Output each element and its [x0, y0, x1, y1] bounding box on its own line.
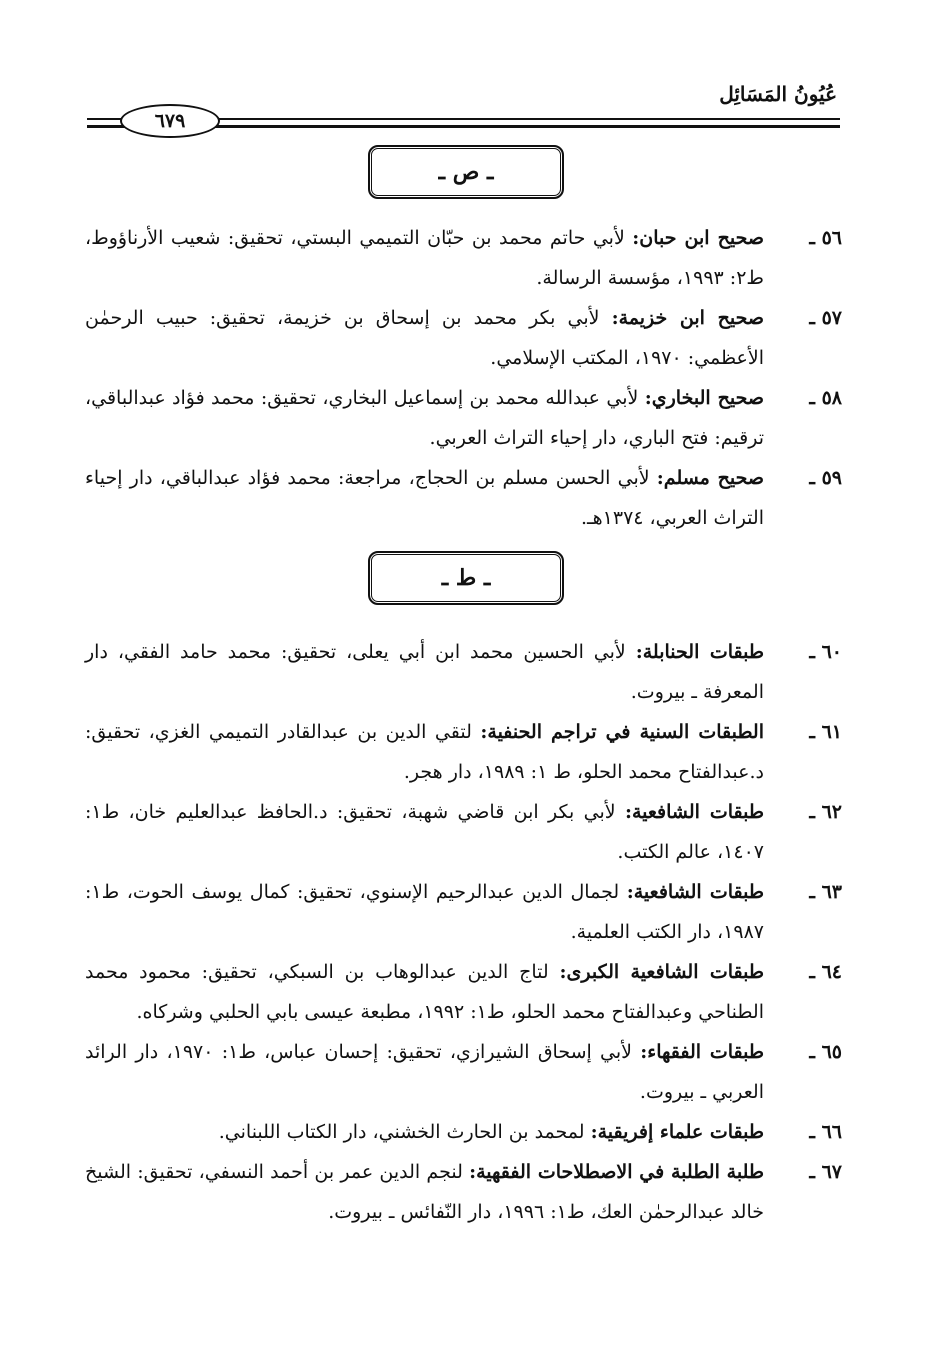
entry-number: ٦٠ ـ [809, 641, 842, 663]
entry-title: طلبة الطلبة في الاصطلاحات الفقهية: [469, 1161, 764, 1183]
entry-title: طبقات الشافعية: [626, 881, 764, 903]
entry-number: ٥٦ ـ [809, 227, 842, 249]
entry-text: لأبي بكر محمد بن إسحاق بن خزيمة، تحقيق: حبيب الرحمٰن الأعظمي: ١٩٧٠، المكتب الإسلامي. [85, 307, 764, 369]
entry-number: ٦٧ ـ [809, 1161, 842, 1183]
entry-text: لأبي عبدالله محمد بن إسماعيل البخاري، تحقيق: محمد فؤاد عبدالباقي، ترقيم: فتح الباري، دار إحياء التراث العربي. [85, 387, 764, 449]
entry-title: طبقات الفقهاء: [640, 1041, 764, 1063]
entry-number: ٦١ ـ [809, 721, 842, 743]
entry-title: صحيح مسلم: [656, 467, 765, 489]
entry-list-sad [85, 218, 842, 538]
entry-number: ٥٨ ـ [809, 387, 842, 409]
entry-number: ٥٧ ـ [809, 307, 842, 329]
entry-text: لتاج الدين عبدالوهاب بن السبكي، تحقيق: محمود محمد الطناحي وعبدالفتاح محمد الحلو، ط١: ١٩٩٢، مطبعة عيسى بابي الحلبي وشركاه. [85, 961, 764, 1023]
section-heading-sad: ـ ص ـ [368, 145, 564, 199]
entry-text: لأبي الحسين محمد ابن أبي يعلى، تحقيق: محمد حامد الفقي، دار المعرفة ـ بيروت. [85, 641, 764, 703]
list-item [85, 1032, 842, 1112]
list-item [85, 218, 842, 298]
entry-text: لأبي إسحاق الشيرازي، تحقيق: إحسان عباس، ط١: ١٩٧٠، دار الرائد العربي ـ بيروت. [85, 1041, 764, 1103]
entry-text: لأبي حاتم محمد بن حبّان التميمي البستي، تحقيق: شعيب الأرناؤوط، ط٢: ١٩٩٣، مؤسسة الرسالة. [85, 227, 764, 289]
list-item [85, 298, 842, 378]
list-item [85, 1112, 842, 1152]
list-item [85, 712, 842, 792]
list-item [85, 792, 842, 872]
list-item [85, 632, 842, 712]
entry-list-ta [85, 632, 842, 1232]
entry-title: الطبقات السنية في تراجم الحنفية: [480, 721, 764, 743]
list-item [85, 458, 842, 538]
entry-title: طبقات الشافعية: [624, 801, 764, 823]
page-number: ٦٧٩ [120, 104, 220, 138]
entry-number: ٦٤ ـ [809, 961, 842, 983]
list-item [85, 1152, 842, 1232]
entry-text: لأبي بكر ابن قاضي شهبة، تحقيق: د.الحافظ عبدالعليم خان، ط١: ١٤٠٧، عالم الكتب. [85, 801, 764, 863]
entry-title: طبقات الشافعية الكبرى: [559, 961, 764, 983]
entry-title: صحيح ابن حبان: [632, 227, 765, 249]
entry-number: ٦٢ ـ [809, 801, 842, 823]
entry-text: لتقي الدين بن عبدالقادر التميمي الغزي، تحقيق: د.عبدالفتاح محمد الحلو، ط ١: ١٩٨٩، دار هجر. [85, 721, 764, 783]
entry-title: صحيح البخاري: [644, 387, 764, 409]
entry-number: ٥٩ ـ [809, 467, 842, 489]
entry-title: طبقات علماء إفريقية: [590, 1121, 764, 1143]
entry-title: طبقات الحنابلة: [635, 641, 765, 663]
list-item [85, 952, 842, 1032]
entry-text: لمحمد بن الحارث الخشني، دار الكتاب اللبناني. [218, 1121, 591, 1143]
section-heading-ta: ـ ط ـ [368, 551, 564, 605]
entry-text: لأبي الحسن مسلم بن الحجاج، مراجعة: محمد فؤاد عبدالباقي، دار إحياء التراث العربي، ١٣٧٤هـ. [85, 467, 764, 529]
entry-text: لجمال الدين عبدالرحيم الإسنوي، تحقيق: كمال يوسف الحوت، ط١: ١٩٨٧، دار الكتب العلمية. [85, 881, 764, 943]
list-item [85, 378, 842, 458]
entry-title: صحيح ابن خزيمة: [611, 307, 765, 329]
entry-number: ٦٣ ـ [809, 881, 842, 903]
entry-text: لنجم الدين عمر بن أحمد النسفي، تحقيق: الشيخ خالد عبدالرحمٰن العك، ط١: ١٩٩٦، دار النّفائس ـ بيروت. [85, 1161, 764, 1223]
entry-number: ٦٦ ـ [809, 1121, 842, 1143]
entry-number: ٦٥ ـ [809, 1041, 842, 1063]
running-title: عُيُونُ المَسَائِل [719, 82, 837, 106]
list-item [85, 872, 842, 952]
